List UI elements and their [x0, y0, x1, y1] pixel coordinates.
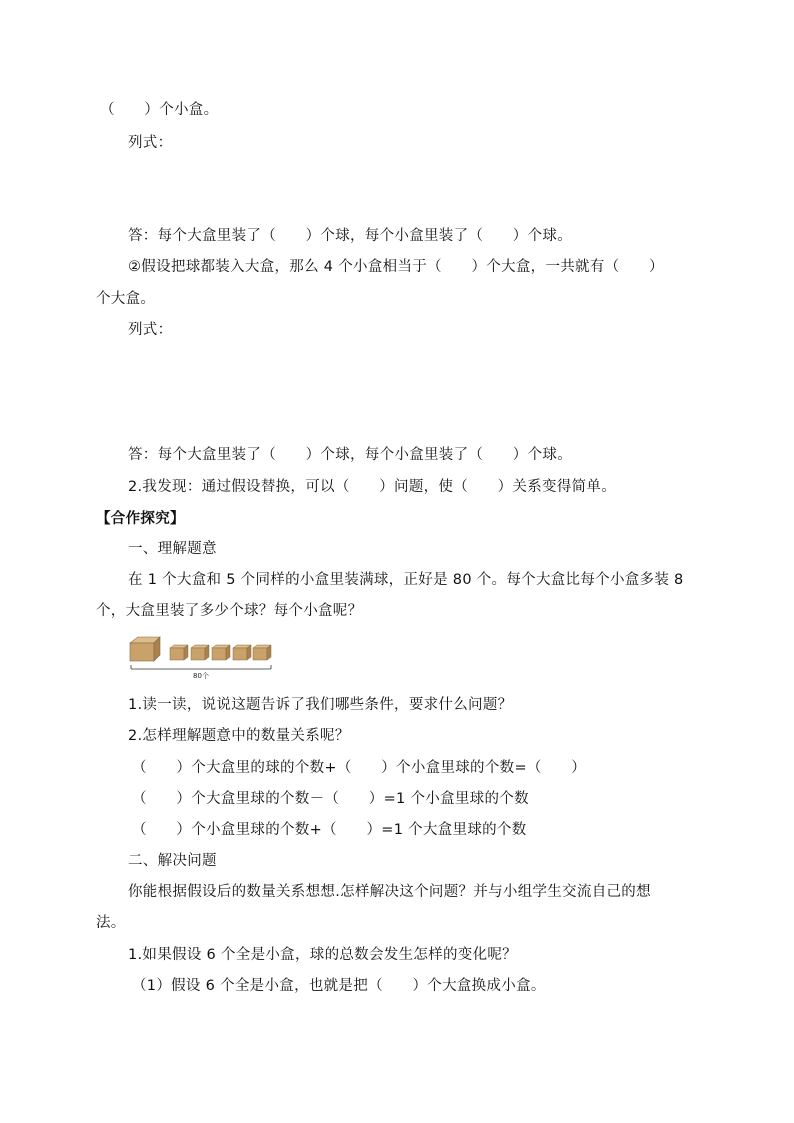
subheading: 一、理解题意: [128, 541, 217, 557]
small-box-icon: [170, 645, 188, 660]
text-line: 2.我发现：通过假设替换，可以（ ）问题，使（ ）关系变得简单。: [128, 479, 617, 495]
question-text: 2.怎样理解题意中的数量关系呢？: [128, 728, 350, 744]
total-label: 80个: [193, 672, 209, 680]
text-line: （ ）个小盒。: [100, 102, 219, 118]
text-line: 答：每个大盒里装了（ ）个球，每个小盒里装了（ ）个球。: [128, 447, 572, 463]
text-line: 答：每个大盒里装了（ ）个球，每个小盒里装了（ ）个球。: [128, 228, 572, 244]
section-heading: 【合作探究】: [96, 511, 185, 527]
text-line: ②假设把球都装入大盒，那么 4 个小盒相当于（ ）个大盒，一共就有（ ）: [128, 259, 664, 275]
small-box-icon: [253, 645, 271, 660]
question-text: 1.读一读，说说这题告诉了我们哪些条件，要求什么问题？: [128, 697, 513, 713]
relation-line: （ ）个大盒里球的个数－（ ）=1 个小盒里球的个数: [132, 791, 529, 807]
big-box-icon: [130, 637, 160, 661]
relation-line: （ ）个大盒里的球的个数+（ ）个小盒里球的个数=（ ）: [132, 760, 587, 776]
text-line: 个大盒。: [96, 291, 156, 307]
small-box-icon: [233, 645, 251, 660]
question-text: 1.如果假设 6 个全是小盒，球的总数会发生怎样的变化呢？: [128, 947, 517, 963]
small-box-icon: [191, 645, 209, 660]
boxes-figure: [128, 634, 274, 680]
small-box-icon: [212, 645, 230, 660]
problem-text: 在 1 个大盒和 5 个同样的小盒里装满球，正好是 80 个。每个大盒比每个小盒多装 8: [128, 572, 684, 588]
relation-line: （ ）个小盒里球的个数+（ ）=1 个大盒里球的个数: [132, 822, 527, 838]
subheading: 二、解决问题: [128, 853, 217, 869]
problem-text: 个，大盒里装了多少个球？每个小盒呢？: [96, 603, 363, 619]
question-text: 法。: [96, 915, 126, 931]
text-line: 列式：: [128, 322, 173, 338]
question-text: 你能根据假设后的数量关系想想.怎样解决这个问题？并与小组学生交流自己的想: [128, 884, 651, 900]
text-line: 列式：: [128, 135, 173, 151]
total-brace: [131, 665, 271, 669]
question-text: （1）假设 6 个全是小盒，也就是把（ ）个大盒换成小盒。: [132, 978, 546, 994]
